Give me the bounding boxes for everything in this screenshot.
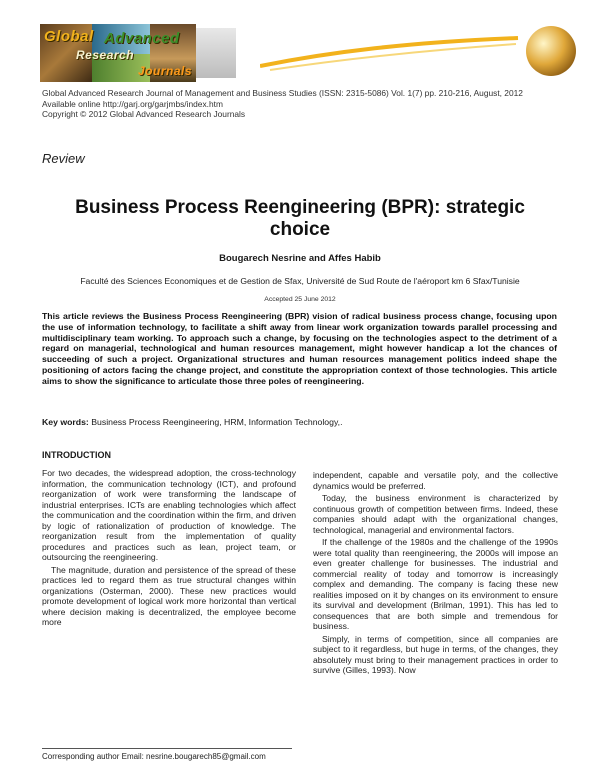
paragraph: If the challenge of the 1980s and the challenge of the 1990s were total quality than reengineering, the 2000s will impose an even greater challenge for businesses. The industrial and commercial reality of today and tomorrow is increasingly complex and demanding. The company is facing these new realities imposed on it by changes on its environment to ensure its survival and development (Brilman, 1991). This has led to consequences that are both simple and tremendous for business. <box>313 537 558 631</box>
journal-banner <box>40 24 580 84</box>
abstract: This article reviews the Business Process Reengineering (BPR) vision of radical business process change, focusing upon the use of information technology, to facilitate a shift away from linear work organization towards parallel processing and multidisciplinary team working. To approach such a change, by focusing on the technologies aspect to the detriment of a regard on managerial, technological and human resources management, might however handicap a lot the chances of succeeding of such a project. Organizational structures and human resources management politics indeed shape the positioning of actors facing the change project, and constitute the appropriation context of those technologies. This article aims to show the significance to articulate those three poles of reengineering. <box>42 311 557 386</box>
journal-copyright: Copyright © 2012 Global Advanced Research Journals <box>42 109 246 120</box>
paragraph: Today, the business environment is characterized by continuous growth of competition between firms. Indeed, these companies should adapt with the organizational changes, technological, managerial and environmental factors. <box>313 493 558 535</box>
journal-citation: Global Advanced Research Journal of Management and Business Studies (ISSN: 2315-5086) Vol. 1(7) pp. 210-216, August, 2012 <box>42 88 523 98</box>
logo-word-research: Research <box>76 48 135 62</box>
body-column-right <box>313 470 558 678</box>
keywords-list: Business Process Reengineering, HRM, Information Technology,. <box>88 417 343 427</box>
swoosh-graphic <box>260 32 520 72</box>
paragraph: The magnitude, duration and persistence of the spread of these practices led to regard them as true structural changes within organizations (Osterman, 2000). These new practices would promote development of logical work more horizontal than vertical where decision making is decentralized, the employee become more <box>42 564 296 627</box>
body-column-left <box>42 468 296 630</box>
logo-word-advanced: Advanced <box>104 30 180 47</box>
logo-word-global: Global <box>44 28 94 45</box>
affiliation: Faculté des Sciences Economiques et de Gestion de Sfax, Université de Sud Route de l'aéroport km 6 Sfax/Tunisie <box>80 276 520 286</box>
logo-word-journals: Journals <box>138 64 193 78</box>
section-heading-introduction: INTRODUCTION <box>42 450 111 460</box>
footnote-divider <box>42 748 292 749</box>
paragraph: independent, capable and versatile poly, and the collective dynamics would be preferred. <box>313 470 558 491</box>
corresponding-author-footnote: Corresponding author Email: nesrine.bougarech85@gmail.com <box>42 752 266 761</box>
keywords <box>42 417 557 427</box>
journal-url[interactable]: Available online http://garj.org/garjmbs/index.htm <box>42 98 223 109</box>
journal-info <box>42 88 523 120</box>
title-line-2: choice <box>269 219 331 240</box>
figure-image <box>196 28 236 78</box>
banner-collage <box>40 24 240 82</box>
authors: Bougarech Nesrine and Affes Habib <box>219 253 381 264</box>
paragraph: For two decades, the widespread adoption, the cross-technology information, the communication technology (ICT), and profound reorganization of work were transforming the landscape of industrial enterprises. ICTs are enabling technologies which affect the communication and the coordination within the firm, and driven by logic of rationalization of production of knowledge. The reorganization result from the implementation of quality procedures and practices such as lean, project team, or outsourcing the reengineering. <box>42 468 296 562</box>
title-line-1: Business Process Reengineering (BPR): strategic <box>75 197 525 218</box>
article-type: Review <box>42 151 85 166</box>
accepted-date: Accepted 25 June 2012 <box>264 296 336 303</box>
keywords-label: Key words: <box>42 417 89 427</box>
article-title <box>60 197 540 241</box>
globe-icon <box>526 26 576 76</box>
paragraph: Simply, in terms of competition, since all companies are subject to it regardless, but huge in terms, of the changes, they absolutely must bring to their management practices in order to survive (Gilles, 1993). Now <box>313 633 558 675</box>
